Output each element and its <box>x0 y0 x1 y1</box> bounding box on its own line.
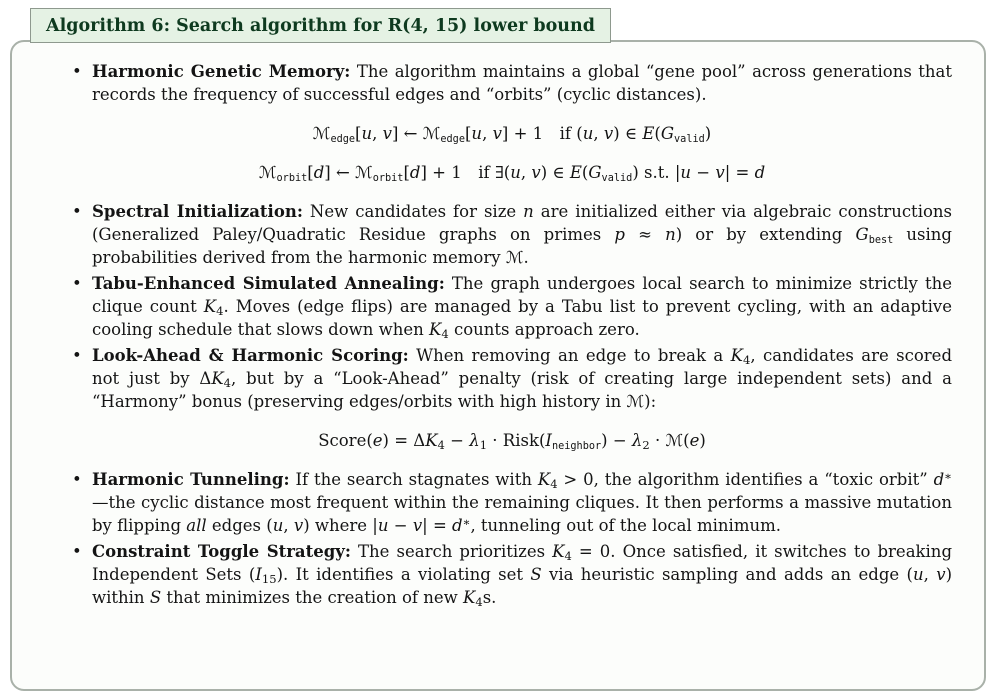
text-segment: u <box>272 516 284 535</box>
text-segment: K <box>537 470 551 489</box>
text-segment: u <box>377 516 389 535</box>
text-segment: valid <box>674 133 705 145</box>
text-segment: , <box>482 124 493 143</box>
text-segment: v <box>293 516 304 535</box>
bullet-item <box>72 344 952 413</box>
algorithm-box <box>10 40 986 691</box>
display-formula <box>72 122 952 145</box>
algorithm-content <box>12 42 984 612</box>
text-segment: d <box>409 163 421 182</box>
text-segment: , tunneling out of the local minimum. <box>470 516 781 535</box>
text-segment: 4 <box>742 353 751 368</box>
text-segment: ∗ <box>944 468 952 483</box>
text-segment: u <box>361 124 373 143</box>
text-segment: · Risk( <box>487 431 546 450</box>
text-segment: ∗ <box>462 514 471 529</box>
text-segment: ℳ <box>505 248 524 267</box>
text-segment: K <box>463 588 476 607</box>
bullet-icon: • <box>72 202 82 221</box>
text-segment: 4 <box>223 376 232 391</box>
text-segment: v <box>412 516 423 535</box>
text-segment: using probabilities derived from the harmonic memory <box>92 225 952 267</box>
text-segment: ) within <box>92 565 952 607</box>
text-segment: Harmonic Tunneling: <box>92 470 290 489</box>
algorithm-title: Algorithm 6: Search algorithm for R(4, 15) lower bound <box>30 8 611 43</box>
text-segment: K <box>203 297 217 316</box>
text-segment: ) ∈ <box>540 163 570 182</box>
bullet-text <box>92 540 952 609</box>
text-segment: 1 <box>479 438 488 453</box>
text-segment: ℳ <box>665 431 684 450</box>
bullet-text <box>92 60 952 106</box>
text-segment: − <box>388 516 413 535</box>
bullet-item <box>72 468 952 537</box>
text-segment: edge <box>330 133 356 145</box>
text-segment: 4 <box>550 477 558 492</box>
text-segment: Score( <box>318 431 373 450</box>
text-segment: that minimizes the creation of new <box>161 588 464 607</box>
text-segment: e <box>689 431 700 450</box>
text-segment: n <box>665 225 676 244</box>
text-segment: − <box>691 163 716 182</box>
text-segment: Constraint Toggle Strategy: <box>92 542 351 561</box>
text-segment: orbit <box>372 172 404 184</box>
text-segment: ] ← <box>391 124 423 143</box>
text-segment: v <box>492 124 502 143</box>
text-segment: E <box>642 124 655 143</box>
text-segment: ℳ <box>422 124 441 143</box>
text-segment: ℳ <box>312 124 331 143</box>
display-formula <box>72 429 952 452</box>
text-segment: G <box>855 225 869 244</box>
display-formula <box>72 161 952 184</box>
text-segment: If the search stagnates with <box>289 470 538 489</box>
text-segment: 4 <box>475 595 483 610</box>
text-segment: best <box>868 234 894 246</box>
text-segment: λ <box>631 431 643 450</box>
text-segment: ): <box>644 392 657 411</box>
text-segment: neighbor <box>551 440 602 452</box>
text-segment: E <box>569 163 582 182</box>
text-segment: v <box>382 124 392 143</box>
bullet-text <box>92 272 952 341</box>
bullet-icon: • <box>72 62 82 81</box>
bullet-item <box>72 540 952 609</box>
text-segment: edge <box>440 133 465 145</box>
text-segment: . Moves (edge flips) are managed by a Tabu list to prevent cycling, with an adaptive cooling schedule that slows down when <box>92 297 952 339</box>
text-segment: I <box>255 565 262 584</box>
text-segment: d <box>313 163 325 182</box>
text-segment: λ <box>469 431 480 450</box>
text-segment: , candidates are scored not just by Δ <box>92 346 953 388</box>
text-segment: , but by a “Look-Ahead” penalty (risk of creating large independent sets) and a “Harmony” bonus (preserving edges/orbits with high history in <box>92 369 952 411</box>
bullet-text <box>92 200 952 269</box>
text-segment: 4 <box>216 304 224 319</box>
text-segment: | = <box>422 516 453 535</box>
text-segment: v <box>715 163 725 182</box>
text-segment: K <box>730 346 743 365</box>
text-segment: K <box>552 542 565 561</box>
bullet-icon: • <box>72 470 82 489</box>
text-segment: u <box>510 163 521 182</box>
text-segment: 4 <box>564 549 572 564</box>
text-segment: v <box>936 565 946 584</box>
text-segment: G <box>660 124 675 143</box>
text-segment: ) or by extending <box>675 225 856 244</box>
bullet-text <box>92 344 952 413</box>
text-segment: ) − <box>601 431 632 450</box>
text-segment: d <box>933 470 945 489</box>
text-segment: [ <box>307 163 314 182</box>
text-segment: 4 <box>441 327 449 342</box>
text-segment: ) s.t. | <box>632 163 681 182</box>
text-segment: ] + 1 <box>501 124 544 143</box>
text-segment: > 0, the algorithm identifies a “toxic orbit” <box>557 470 934 489</box>
text-segment: via heuristic sampling and adds an edge ( <box>541 565 913 584</box>
bullet-icon: • <box>72 274 82 293</box>
text-segment: ℳ <box>626 392 645 411</box>
text-segment: ) <box>699 431 706 450</box>
bullet-text <box>92 468 952 537</box>
text-segment: ] ← <box>324 163 356 182</box>
text-segment: n <box>523 202 534 221</box>
text-segment: v <box>603 124 614 143</box>
text-segment: Look-Ahead & Harmonic Scoring: <box>92 346 409 365</box>
text-segment: · <box>649 431 666 450</box>
text-segment: , <box>372 124 383 143</box>
bullet-icon: • <box>72 346 82 365</box>
text-segment: ( <box>683 431 690 450</box>
text-segment: u <box>912 565 924 584</box>
text-segment: [ <box>464 124 472 143</box>
text-segment: ] + 1 <box>420 163 462 182</box>
text-segment: , <box>283 516 294 535</box>
text-segment: d <box>754 163 766 182</box>
text-segment: ). It identifies a violating set <box>276 565 531 584</box>
text-segment: Tabu-Enhanced Simulated Annealing: <box>92 274 445 293</box>
text-segment: ℳ <box>355 163 373 182</box>
text-segment: ) ∈ <box>613 124 643 143</box>
text-segment: s. <box>482 588 497 607</box>
text-segment: ℳ <box>258 163 277 182</box>
text-segment: , <box>923 565 937 584</box>
text-segment: if ∃( <box>461 163 511 182</box>
text-segment: New candidates for size <box>302 202 524 221</box>
text-segment: u <box>582 124 594 143</box>
text-segment: v <box>531 163 541 182</box>
text-segment: K <box>429 320 442 339</box>
text-segment: Spectral Initialization: <box>92 202 303 221</box>
text-segment: ) = Δ <box>382 431 426 450</box>
text-segment: The search prioritizes <box>350 542 553 561</box>
bullet-item <box>72 60 952 106</box>
text-segment: d <box>452 516 463 535</box>
text-segment: K <box>211 369 224 388</box>
text-segment: valid <box>601 172 633 184</box>
text-segment: G <box>588 163 602 182</box>
text-segment: edges ( <box>206 516 273 535</box>
text-segment: When removing an edge to break a <box>408 346 731 365</box>
text-segment: = 0. Once satisfied, it switches to breaking Independent Sets ( <box>92 542 953 584</box>
text-segment: ) <box>704 124 712 143</box>
text-segment: 2 <box>642 438 650 453</box>
text-segment: ( <box>654 124 661 143</box>
text-segment: , <box>593 124 604 143</box>
text-segment: all <box>186 516 207 535</box>
bullet-item <box>72 200 952 269</box>
text-segment: —the cyclic distance most frequent within the remaining cliques. It then performs a massive mutation by flipping <box>92 493 952 535</box>
text-segment: p <box>614 225 625 244</box>
text-segment: are initialized either via algebraic constructions (Generalized Paley/Quadratic Residue graphs on primes <box>92 202 952 244</box>
text-segment: e <box>372 431 383 450</box>
text-segment: I <box>545 431 552 450</box>
text-segment: ( <box>581 163 589 182</box>
text-segment: ≈ <box>624 225 666 244</box>
text-segment: − <box>444 431 470 450</box>
text-segment: K <box>425 431 438 450</box>
text-segment: Harmonic Genetic Memory: <box>92 62 351 81</box>
text-segment: [ <box>355 124 362 143</box>
text-segment: if ( <box>543 124 583 143</box>
text-segment: , <box>520 163 532 182</box>
text-segment: The algorithm maintains a global “gene pool” across generations that records the frequency of successful edges and “orbits” (cyclic distances). <box>92 62 952 104</box>
bullet-item <box>72 272 952 341</box>
text-segment: | = <box>724 163 755 182</box>
text-segment: 4 <box>437 438 445 453</box>
text-segment: ) where | <box>303 516 378 535</box>
text-segment: 15 <box>261 572 277 587</box>
text-segment: orbit <box>276 172 308 184</box>
text-segment: S <box>530 565 542 584</box>
text-segment: S <box>149 588 162 607</box>
text-segment: u <box>680 163 692 182</box>
bullet-icon: • <box>72 542 82 561</box>
text-segment: counts approach zero. <box>448 320 640 339</box>
text-segment: The graph undergoes local search to minimize strictly the clique count <box>92 274 952 316</box>
text-segment: u <box>471 124 483 143</box>
text-segment: . <box>523 248 529 267</box>
text-segment: [ <box>403 163 410 182</box>
